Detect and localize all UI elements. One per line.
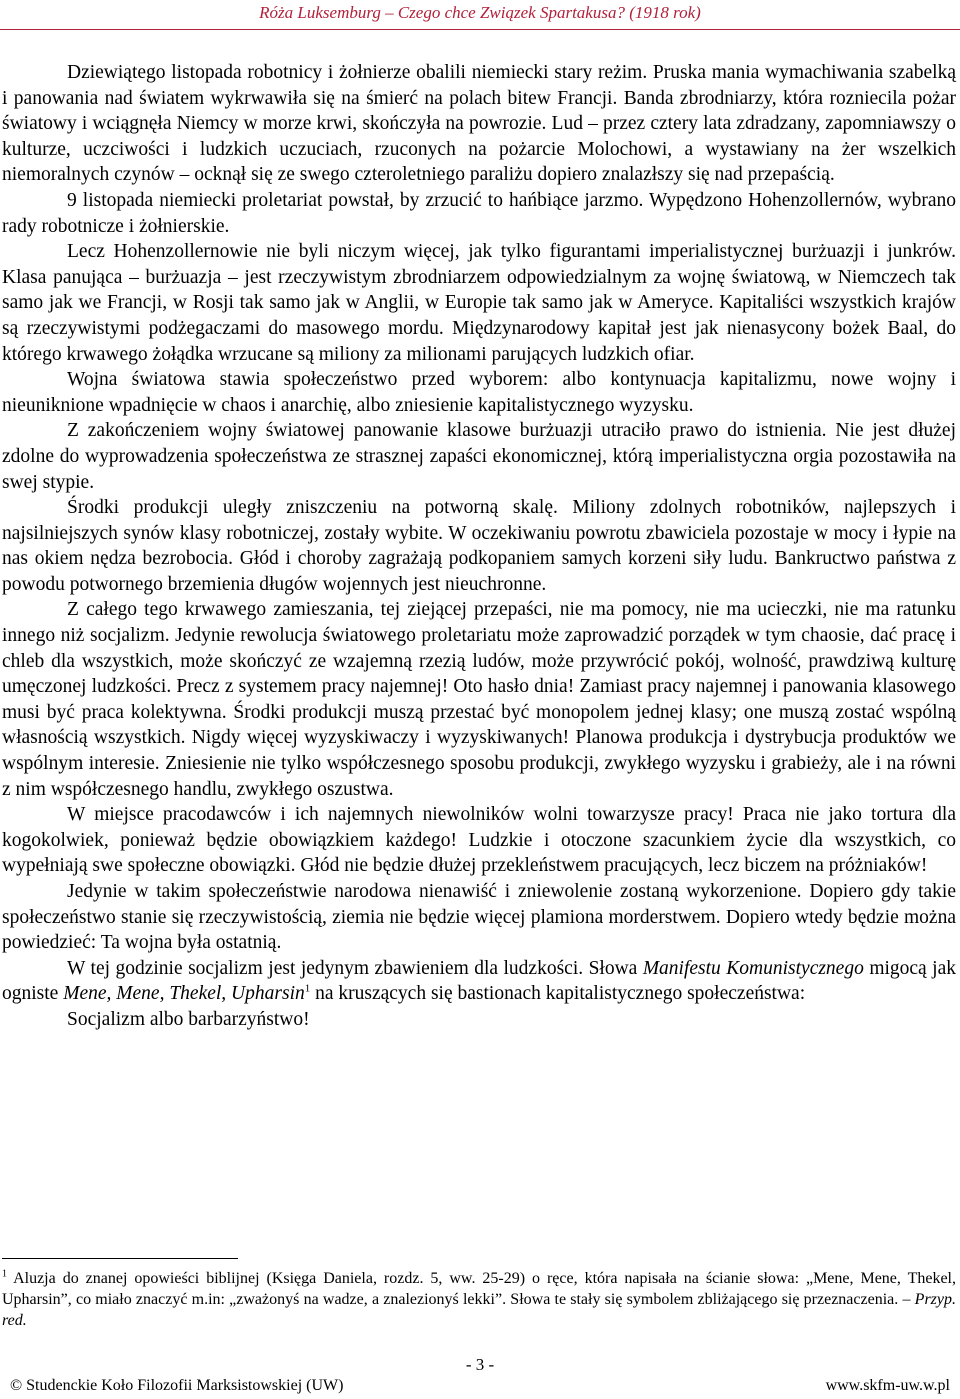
editor-note: Przyp. red. (2, 1291, 956, 1329)
manifesto-title: Manifestu Komunistycznego (642, 957, 864, 979)
paragraph-10-text-c: na kruszących się bastionach kapitalistycznego społeczeństwa: (310, 983, 806, 1005)
footer-website-link[interactable]: www.skfm-uw.w.pl (825, 1377, 950, 1394)
paragraph-7: Z całego tego krwawego zamieszania, tej ziejącej przepaści, nie ma pomocy, nie ma ucieczki, nie ma ratunku innego niż socjalizm. Jedynie rewolucja światowego proletariatu może zaprowadzić porządek w tym chaosie, dać pracę i chleb dla wszystkich, może skończyć ze wzajemną rzezią ludów, może przywrócić pokój, wolność, prawdziwą kulturę umęczonej ludzkości. Precz z systemem pracy najemnej! Oto hasło dnia! Zamiast pracy najemnej i panowania klasowego musi być praca kolektywna. Środki produkcji muszą przestać być monopolem jednej klasy; one muszą zostać wspólną własnością wszystkich. Nigdy więcej wyzyskiwaczy i wyzyskiwanych! Planowa produkcja i dystrybucja produktów we wspólnym interesie. Zniesienie nie tylko współczesnego sposobu produkcji, zwykłego wyzysku i grabieży, ale i na równi z nim współczesnego handlu, zwykłego oszustwa. (2, 599, 956, 800)
footer-copyright: © Studenckie Koło Filozofii Marksistowskiej (UW) (10, 1377, 344, 1394)
biblical-phrase: Mene, Mene, Thekel, Upharsin (63, 983, 305, 1005)
paragraph-2: 9 listopada niemiecki proletariat powstał, by zrzucić to hańbiące jarzmo. Wypędzono Hohenzollernów, wybrano rady robotnicze i żołnierskie. (2, 189, 956, 237)
paragraph-10 (2, 956, 956, 1007)
paragraph-4: Wojna światowa stawia społeczeństwo przed wyborem: albo kontynuacja kapitalizmu, nowe wojny i nieuniknione wpadnięcie w chaos i anarchię, albo zniesienie kapitalistycznego wyzysku. (2, 369, 956, 416)
footnote-divider (2, 1258, 238, 1259)
paragraph-6: Środki produkcji uległy zniszczeniu na potworną skalę. Miliony zdolnych robotników, najlepszych i najsilniejszych synów klasy robotniczej, zostały wybite. W oczekiwaniu powrotu zbawiciela pozostaje w mocy i łypie na nas okiem nędza bezrobocia. Głód i choroby zagrażają podkopaniem samych korzeni siły ludu. Bankructwo państwa z powodu potwornego brzemienia długów wojennych jest nieuchronne. (2, 497, 956, 595)
page-number: - 3 - (465, 1355, 495, 1374)
paragraph-11: Socjalizm albo barbarzyństwo! (67, 1008, 310, 1030)
footnote-reference[interactable]: 1 (304, 982, 311, 995)
paragraph-10-text-a: W tej godzinie socjalizm jest jedynym zbawieniem dla ludzkości. Słowa (67, 957, 643, 979)
paragraph-9: Jedynie w takim społeczeństwie narodowa nienawiść i zniewolenie zostaną wykorzenione. Dopiero gdy takie społeczeństwo stanie się rzeczywistością, ziemia nie będzie więcej plamiona morderstwem. Dopiero wtedy będzie można powiedzieć: Ta wojna była ostatnią. (2, 881, 956, 954)
footnote (2, 1268, 956, 1331)
footnote-marker: 1 (2, 1268, 7, 1280)
running-header: Róża Luksemburg – Czego chce Związek Spartakusa? (1918 rok) (259, 3, 701, 22)
header-divider (0, 29, 960, 30)
paragraph-5: Z zakończeniem wojny światowej panowanie klasowe burżuazji utraciło prawo do istnienia. Nie jest dłużej zdolne do wyprowadzenia społeczeństwa ze strasznej zapaści ekonomicznej, którą imperialistyczna orgia pozostawiła na swej stypie. (2, 420, 956, 493)
paragraph-1: Dziewiątego listopada robotnicy i żołnierze obalili niemiecki stary reżim. Pruska mania wymachiwania szabelką i panowania nad światem wykrwawiła się na śmierć na polach bitew Francji. Banda zbrodniarzy, która rozniecila pożar światowy i wciągnęła Niemcy w morze krwi, skończyła na powrozie. Lud – przez cztery lata zdradzany, zapomniawszy o kulturze, uczciwości i ludzkich uczuciach, rzuconych na pożarcie Molochowi, a wystawiany na żer wszelkich niemoralnych czynów – ocknął się ze swego czteroletniego paraliżu dopiero znalazłszy się nad przepaścią. (2, 62, 956, 186)
footnote-text: Aluzja do znanej opowieści biblijnej (Księga Daniela, rozdz. 5, ww. 25-29) o ręce, która napisała na ścianie słowa: „Mene, Mene, Thekel, Upharsin”, co miało znaczyć m.in: „zważonyś na wadze, a znalezionyś lekki”. Słowa te stały się symbolem zbliżającego się przeznaczenia. – (2, 1270, 956, 1308)
paragraph-8: W miejsce pracodawców i ich najemnych niewolników wolni towarzysze pracy! Praca nie jako tortura dla kogokolwiek, ponieważ będzie obowiązkiem każdego! Ludzkie i otoczone szacunkiem życie dla wszystkich, co wypełniają swe społeczne obowiązki. Głód nie będzie dłużej przekleństwem pracujących, lecz biczem na próżniaków! (2, 804, 956, 877)
paragraph-3: Lecz Hohenzollernowie nie byli niczym więcej, jak tylko figurantami imperialistycznej burżuazji i junkrów. Klasa panująca – burżuazja – jest rzeczywistym zbrodniarzem odpowiedzialnym za wojnę światową, w Niemczech tak samo jak we Francji, w Rosji tak samo jak w Anglii, w Europie tak samo jak w Ameryce. Kapitaliści wszystkich krajów są rzeczywistymi podżegaczami do masowego mordu. Międzynarodowy kapitał jest jak nienasycony bożek Baal, do którego krwawego żołądka wrzucane są miliony za milionami parujących ludzkich ofiar. (2, 241, 956, 365)
paragraph-10-text-b: migocą jak ogniste (2, 957, 956, 1005)
document-body (2, 60, 956, 1033)
